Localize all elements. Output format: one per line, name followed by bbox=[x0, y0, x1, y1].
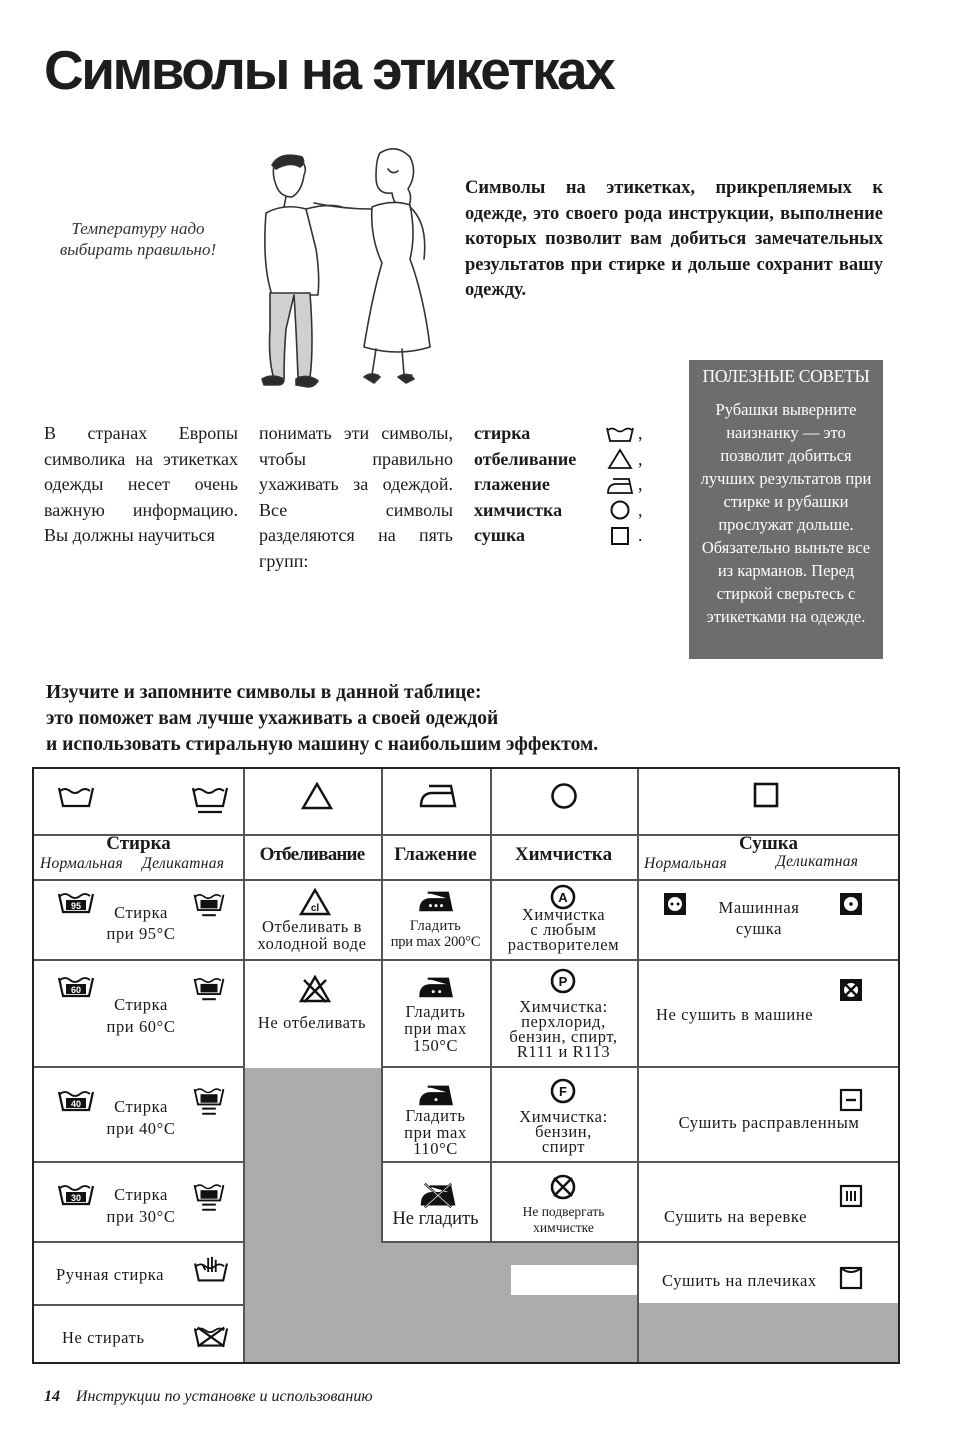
wash-30-label-1: Стирка bbox=[114, 1185, 168, 1204]
iron-150-label-1: Гладить bbox=[405, 1002, 466, 1021]
iron-200-label-2: при max 200°С bbox=[390, 934, 481, 950]
header-dry-delicate: Деликатная bbox=[776, 853, 859, 870]
group-item-bleach bbox=[474, 447, 664, 473]
group-item-wash bbox=[474, 421, 664, 447]
iron-150-icon bbox=[417, 975, 455, 999]
dry-clean-p-label-3: бензин, спирт, bbox=[509, 1027, 618, 1046]
group-punct: , bbox=[638, 474, 643, 495]
intro-text: Символы на этикетках, прикрепляемых к одежде, это своего рода инструкции, выполнение которых позволит вам добиться замечательных результатов при стирке и дольше сохранит вашу одежду. bbox=[465, 178, 883, 300]
group-item-dry bbox=[474, 523, 664, 549]
wash-95-delicate-icon bbox=[192, 889, 226, 921]
wash-tub-delicate-icon bbox=[190, 783, 230, 817]
group-label: стирка bbox=[474, 423, 531, 444]
couple-illustration bbox=[252, 143, 442, 393]
dry-clean-f-label-2: бензин, bbox=[535, 1122, 592, 1141]
group-label: сушка bbox=[474, 525, 526, 546]
body-column-2: понимать эти символы, чтобы правильно ухаживать за одеждой. Все символы разделяются на пять групп: bbox=[259, 423, 453, 571]
page-number: 14 bbox=[44, 1388, 60, 1405]
dry-clean-any-label-2: с любым bbox=[530, 920, 597, 939]
bleach-cl-icon bbox=[298, 887, 332, 917]
wash-temp-mark: 40 bbox=[70, 1099, 82, 1109]
iron-150-label-2: при max bbox=[404, 1019, 467, 1038]
header-bleach: Отбеливание bbox=[259, 844, 365, 865]
iron-150-label-3: 150°С bbox=[412, 1036, 459, 1055]
iron-icon bbox=[418, 781, 458, 809]
wash-60-delicate-icon bbox=[192, 973, 226, 1005]
hand-wash-label: Ручная стирка bbox=[56, 1265, 165, 1284]
iron-icon bbox=[602, 475, 638, 495]
dry-clean-p-label-2: перхлорид, bbox=[521, 1012, 606, 1031]
dry-clean-f-label-3: спирт bbox=[541, 1137, 586, 1156]
wash-temp-mark: 30 bbox=[70, 1193, 82, 1203]
illustration-caption: Температуру надо выбирать правильно! bbox=[59, 219, 217, 259]
no-tumble-dry-icon bbox=[838, 977, 864, 1003]
dry-clean-f-icon bbox=[549, 1077, 577, 1105]
square-icon bbox=[602, 526, 638, 546]
group-punct: . bbox=[638, 525, 643, 546]
no-dry-clean-label-2: химчистке bbox=[533, 1220, 594, 1235]
iron-110-label-1: Гладить bbox=[405, 1106, 466, 1125]
iron-110-label-2: при max bbox=[404, 1123, 467, 1142]
group-item-dry-clean bbox=[474, 498, 664, 524]
header-dry: Сушка bbox=[739, 833, 798, 854]
header-dry-normal: Нормальная bbox=[644, 855, 728, 872]
wash-40-delicate-icon bbox=[192, 1083, 226, 1119]
no-iron-icon bbox=[419, 1181, 457, 1209]
wash-30-icon bbox=[56, 1181, 96, 1207]
empty-cell-fill bbox=[381, 1242, 639, 1362]
hand-wash-icon bbox=[192, 1255, 230, 1287]
dry-flat-icon bbox=[838, 1087, 864, 1113]
iron-200-icon bbox=[417, 889, 455, 913]
square-icon bbox=[752, 781, 780, 809]
no-wash-label: Не стирать bbox=[62, 1328, 145, 1347]
wash-temp-mark: 60 bbox=[70, 985, 82, 995]
dry-clean-any-label-1: Химчистка bbox=[521, 905, 606, 924]
dry-clean-mark: A bbox=[558, 890, 568, 905]
triangle-icon bbox=[602, 448, 638, 470]
empty-cell-fill bbox=[639, 1303, 898, 1362]
no-wash-icon bbox=[192, 1323, 230, 1351]
wash-60-icon bbox=[56, 973, 96, 999]
wash-60-label-1: Стирка bbox=[114, 995, 168, 1014]
dry-clean-f-label-1: Химчистка: bbox=[519, 1107, 608, 1126]
triangle-icon bbox=[300, 781, 334, 811]
bleach-cold-label-1: Отбеливать в bbox=[261, 917, 362, 936]
group-punct: , bbox=[638, 499, 643, 520]
no-dry-clean-icon bbox=[549, 1173, 577, 1201]
footer-text: Инструкции по установке и использованию bbox=[76, 1388, 373, 1405]
page-title: Символы на этикетках bbox=[44, 39, 614, 101]
tips-box bbox=[689, 360, 883, 659]
wash-40-label-1: Стирка bbox=[114, 1097, 168, 1116]
table-intro bbox=[46, 680, 746, 758]
tips-heading: ПОЛЕЗНЫЕ СОВЕТЫ bbox=[702, 366, 870, 386]
drip-dry-label: Сушить на плечиках bbox=[662, 1271, 817, 1290]
dry-clean-p-icon bbox=[549, 967, 577, 995]
table-intro-line-1: Изучите и запомните символы в данной таблице: bbox=[46, 682, 482, 703]
wash-40-label-2: при 40°С bbox=[106, 1119, 176, 1138]
header-iron: Глажение bbox=[394, 844, 477, 865]
bleach-cold-label-2: холодной воде bbox=[257, 934, 367, 953]
wash-tub-icon bbox=[602, 425, 638, 443]
body-column-1: В странах Европы символика на этикетках одежды несет очень важную информацию. Вы должны научиться bbox=[44, 423, 238, 545]
page-footer bbox=[44, 1388, 373, 1406]
line-dry-icon bbox=[838, 1183, 864, 1209]
wash-95-label-1: Стирка bbox=[114, 903, 168, 922]
header-wash-delicate: Деликатная bbox=[142, 855, 225, 872]
header-dry-clean: Химчистка bbox=[514, 844, 613, 865]
group-label: глажение bbox=[474, 474, 550, 495]
no-bleach-label: Не отбеливать bbox=[257, 1013, 367, 1032]
wash-temp-mark: 95 bbox=[70, 901, 82, 911]
wash-30-delicate-icon bbox=[192, 1179, 226, 1215]
wash-40-icon bbox=[56, 1087, 96, 1113]
dry-flat-label: Сушить расправленным bbox=[678, 1113, 860, 1132]
header-wash: Стирка bbox=[106, 833, 171, 854]
symbol-groups-list bbox=[474, 421, 664, 549]
empty-cell-fill bbox=[243, 1068, 381, 1362]
iron-110-icon bbox=[417, 1083, 455, 1107]
group-item-iron bbox=[474, 472, 664, 498]
line-dry-label: Сушить на веревке bbox=[664, 1207, 808, 1226]
dry-clean-mark: P bbox=[558, 974, 568, 989]
table-intro-line-2: это поможет вам лучше ухаживать а своей одеждой bbox=[46, 708, 499, 729]
wash-60-label-2: при 60°С bbox=[106, 1017, 176, 1036]
care-symbols-table bbox=[32, 767, 900, 1364]
wash-95-label-2: при 95°С bbox=[106, 924, 176, 943]
bleach-mark: cl bbox=[310, 903, 320, 914]
circle-icon bbox=[602, 499, 638, 521]
no-machine-dry-label: Не сушить в машине bbox=[656, 1005, 814, 1024]
group-label: отбеливание bbox=[474, 448, 577, 469]
dry-clean-mark: F bbox=[559, 1084, 567, 1099]
group-label: химчистка bbox=[474, 499, 563, 520]
circle-icon bbox=[549, 781, 579, 811]
iron-200-label-1: Гладить bbox=[409, 918, 462, 934]
wash-tub-icon bbox=[56, 783, 96, 809]
dry-clean-p-label-1: Химчистка: bbox=[519, 997, 608, 1016]
machine-dry-label-1: Машинная bbox=[718, 898, 800, 917]
tumble-dry-delicate-icon bbox=[838, 891, 864, 917]
machine-dry-label-2: сушка bbox=[735, 919, 783, 938]
no-iron-label: Не гладить bbox=[392, 1209, 479, 1229]
iron-110-label-3: 110°С bbox=[413, 1139, 458, 1158]
wash-95-icon bbox=[56, 889, 96, 915]
no-bleach-icon bbox=[298, 974, 332, 1004]
dry-clean-p-label-4: R111 и R113 bbox=[516, 1042, 611, 1061]
group-punct: , bbox=[638, 448, 643, 469]
tips-text: Рубашки выверните наизнанку — это позволит добиться лучших результатов при стирке и рубашки прослужат дольше. Обязательно выньте все из карманов. Перед стиркой сверьтесь с этикетками на одежде. bbox=[700, 400, 872, 626]
blank-patch bbox=[511, 1265, 641, 1295]
no-dry-clean-label-1: Не подвергать bbox=[522, 1204, 605, 1219]
dry-clean-any-label-3: растворителем bbox=[507, 935, 620, 954]
wash-30-label-2: при 30°С bbox=[106, 1207, 176, 1226]
table-intro-line-3: и использовать стиральную машину с наибольшим эффектом. bbox=[46, 734, 599, 755]
tumble-dry-normal-icon bbox=[662, 891, 688, 917]
drip-dry-icon bbox=[838, 1263, 864, 1291]
group-punct: , bbox=[638, 423, 643, 444]
header-wash-normal: Нормальная bbox=[40, 855, 124, 872]
